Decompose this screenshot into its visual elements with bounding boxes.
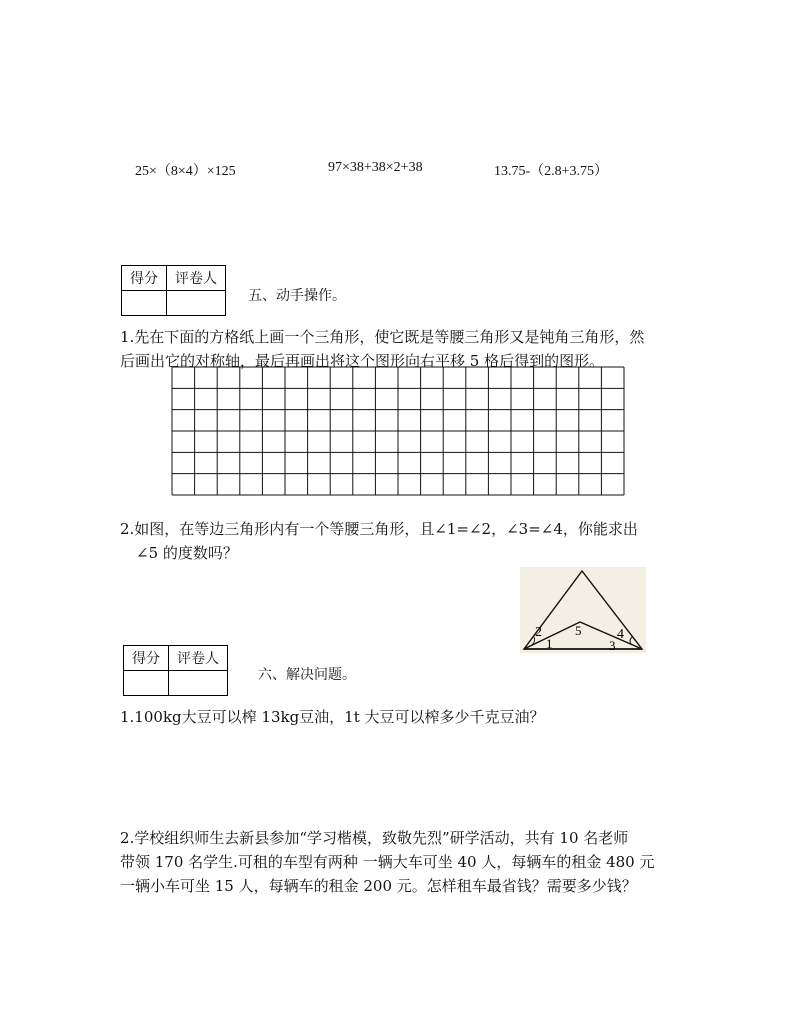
grid-svg[interactable] [171,366,625,496]
grid-paper[interactable] [171,366,625,500]
section5-q1-line1: 1.先在下面的方格纸上画一个三角形，使它既是等腰三角形又是钝角三角形，然 [120,328,645,346]
score-cell[interactable] [122,291,167,316]
triangle-figure [520,567,646,653]
grader-header: 评卷人 [169,646,228,671]
grader-cell[interactable] [167,291,226,316]
grader-cell[interactable] [169,671,228,696]
score-header: 得分 [122,266,167,291]
score-table-section5 [121,265,226,316]
section6-q1: 1.100kg大豆可以榨 13kg豆油，1t 大豆可以榨多少千克豆油？ [120,708,545,726]
score-header: 得分 [124,646,169,671]
expression-1: 25×（8×4）×125 [135,164,236,179]
score-table-section6 [123,645,228,696]
angle-label-3: 3 [609,638,616,653]
section6-q2 [120,826,740,898]
section6-title: 六、解决问题。 [258,667,356,683]
angle-label-1: 1 [546,636,553,651]
section5-title: 五、动手操作。 [248,288,346,304]
score-cell[interactable] [124,671,169,696]
angle-label-5: 5 [575,623,582,638]
section5-q2-line2: ∠5 的度数吗？ [136,544,238,562]
section6-q2-line1: 2.学校组织师生去新县参加“学习楷模，致敬先烈”研学活动，共有 10 名老师 [120,829,629,847]
expression-2: 97×38+38×2+38 [328,160,423,175]
expression-3: 13.75-（2.8+3.75） [494,164,609,179]
section6-q2-line2: 带领 170 名学生.可租的车型有两种 一辆大车可坐 40 人，每辆车的租金 480 元 [120,853,655,871]
angle-label-2: 2 [535,625,542,640]
grader-header: 评卷人 [167,266,226,291]
angle-label-4: 4 [617,627,624,642]
section5-q2-line1: 2.如图，在等边三角形内有一个等腰三角形，且∠1=∠2，∠3=∠4，你能求出 [120,520,638,538]
section5-q1-line2: 后画出它的对称轴，最后再画出将这个图形向右平移 5 格后得到的图形。 [120,352,605,370]
section6-q2-line3: 一辆小车可坐 15 人，每辆车的租金 200 元。怎样租车最省钱？需要多少钱？ [120,877,637,895]
section5-q2 [120,517,740,565]
